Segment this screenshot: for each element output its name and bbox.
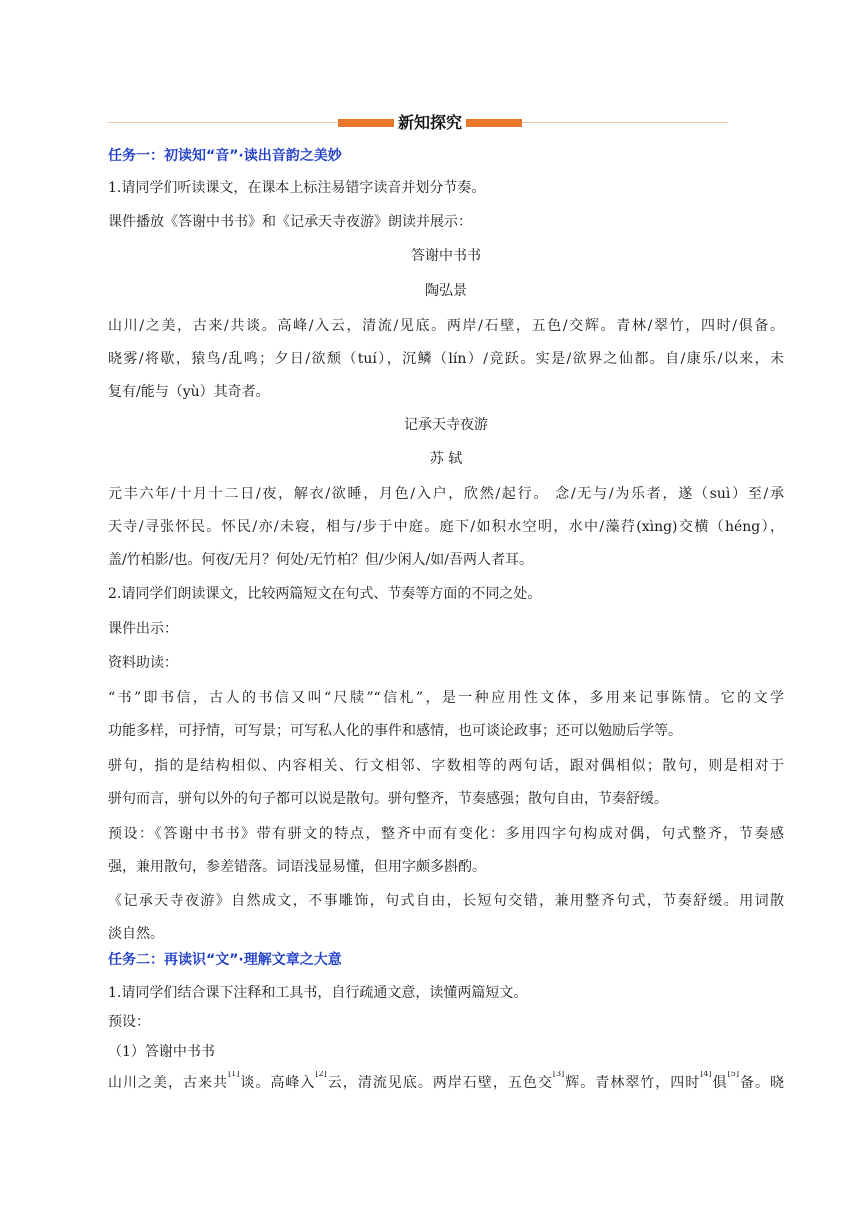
annotated-text-6: 备。晓 bbox=[739, 1075, 784, 1091]
poem1-line-3: 复有/能与（yù）其奇者。 bbox=[108, 384, 270, 400]
preset-line-4: 淡自然。 bbox=[108, 926, 164, 942]
task1-heading: 任务一：初读知“音”·读出音韵之美妙 bbox=[108, 148, 342, 164]
poem1-author: 陶弘景 bbox=[425, 283, 467, 299]
header-bar-right bbox=[466, 119, 522, 127]
annotated-line-1 bbox=[108, 1071, 784, 1095]
task1-step1 bbox=[108, 176, 784, 200]
header-rule-left bbox=[108, 122, 338, 123]
section-title: 新知探究 bbox=[397, 113, 462, 132]
task1-step2: 2.请同学们朗读课文，比较两篇短文在句式、节奏等方面的不同之处。 bbox=[108, 586, 542, 602]
poem2-title: 记承天寺夜游 bbox=[404, 417, 488, 433]
note-ref-5[interactable]: [5] bbox=[727, 1071, 740, 1078]
note-ref-2[interactable]: [2] bbox=[315, 1071, 327, 1078]
poem1-line-1: 山川/之美，古来/共谈。高峰/入云，清流/见底。两岸/石壁，五色/交辉。青林/翠竹，四时/俱备。 bbox=[108, 318, 784, 334]
poem2-line-3: 盖/竹柏影/也。何夜/无月？何处/无竹柏？但/少闲人/如/吾两人者耳。 bbox=[108, 552, 534, 568]
note-ref-3[interactable]: [3] bbox=[552, 1071, 565, 1078]
poem2-author: 苏 轼 bbox=[429, 451, 463, 467]
task1-intro: 课件播放《答谢中书书》和《记承天寺夜游》朗读并展示： bbox=[108, 214, 472, 230]
section-header bbox=[108, 111, 728, 135]
header-bar-left bbox=[338, 119, 394, 127]
poem2-line-1: 元丰六年/十月十二日/夜，解衣/欲睡，月色/入户，欣然/起行。 念/无与/为乐者，遂（suì）至/承 bbox=[108, 486, 784, 502]
materials-line-4: 骈句而言，骈句以外的句子都可以说是散句。骈句整齐，节奏感强；散句自由，节奏舒缓。 bbox=[108, 791, 668, 807]
annotated-text-5: 俱 bbox=[711, 1075, 728, 1091]
task2-preset-label: 预设： bbox=[108, 1014, 150, 1030]
materials-label: 资料助读： bbox=[108, 655, 178, 671]
poem1-line-2: 晓雾/将歇，猿鸟/乱鸣；夕日/欲颓（tuí），沉鳞（lín）/竞跃。实是/欲界之仙都。自/康乐/以来，未 bbox=[108, 351, 784, 367]
materials-line-2: 功能多样，可抒情，可写景；可写私人化的事件和感情，也可谈论政事；还可以勉励后学等。 bbox=[108, 723, 682, 739]
task2-step1: 1.请同学们结合课下注释和工具书，自行疏通文意，读懂两篇短文。 bbox=[108, 985, 528, 1001]
courseware-label: 课件出示： bbox=[108, 621, 178, 637]
preset-line-2: 强，兼用散句，参差错落。词语浅显易懂，但用字颇多斟酌。 bbox=[108, 859, 486, 875]
header-rule-right bbox=[522, 122, 728, 123]
annotated-text-4: 辉。青林翠竹，四时 bbox=[564, 1075, 701, 1091]
preset-line-1: 预设：《答谢中书书》带有骈文的特点，整齐中而有变化：多用四字句构成对偶，句式整齐，节奏感 bbox=[108, 826, 784, 842]
note-ref-4[interactable]: [4] bbox=[700, 1071, 712, 1078]
materials-line-3: 骈句，指的是结构相似、内容相关、行文相邻、字数相等的两句话，跟对偶相似；散句，则是相对于 bbox=[108, 758, 784, 774]
preset-line-3: 《记承天寺夜游》自然成文，不事雕饰，句式自由，长短句交错，兼用整齐句式，节奏舒缓。用词散 bbox=[108, 893, 784, 909]
task1-step1-text: 1.请同学们听读课文，在课本上标注易错字读音并划分节奏。 bbox=[108, 180, 486, 196]
poem2-line-2: 天寺/寻张怀民。怀民/亦/未寝，相与/步于中庭。庭下/如积水空明，水中/藻荇(xìng)交横（héng）， bbox=[108, 519, 784, 535]
task2-heading: 任务二：再读识“文”·理解文章之大意 bbox=[108, 952, 342, 968]
annotated-text-3: 云，清流见底。两岸石壁，五色交 bbox=[326, 1075, 553, 1091]
poem1-title: 答谢中书书 bbox=[411, 248, 481, 264]
task2-sub-title: （1）答谢中书书 bbox=[108, 1044, 215, 1060]
note-ref-1[interactable]: [1] bbox=[228, 1071, 240, 1078]
annotated-text-1: 山川之美，古来共 bbox=[108, 1075, 229, 1091]
materials-line-1: “书”即书信，古人的书信又叫“尺牍”“信札”，是一种应用性文体，多用来记事陈情。它的文学 bbox=[108, 690, 784, 706]
annotated-text-2: 谈。高峰入 bbox=[239, 1075, 316, 1091]
